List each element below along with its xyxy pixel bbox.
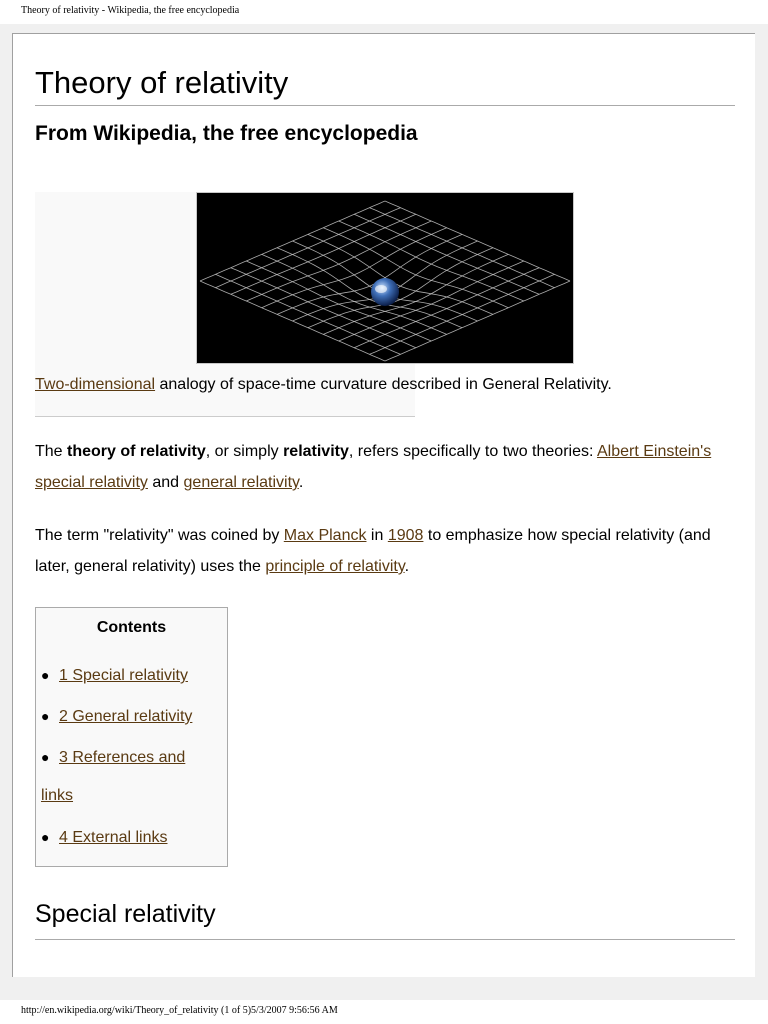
toc-link[interactable]: 1 Special relativity <box>59 667 188 684</box>
grid-line <box>262 228 447 308</box>
grid-line <box>339 261 524 341</box>
spacetime-grid-graphic <box>197 193 573 363</box>
link-albert-einstein[interactable]: Albert Einstein's <box>596 443 712 460</box>
spacetime-curvature-image[interactable] <box>196 192 574 364</box>
caption-text: analogy of space-time curvature described in General Relativity. <box>155 376 612 393</box>
intro-bold-relativity: relativity <box>283 443 349 460</box>
grid-line <box>323 228 508 308</box>
intro-text: . <box>298 474 304 491</box>
grid-line <box>246 261 431 341</box>
link-1908[interactable]: 1908 <box>387 527 424 544</box>
toc-title: Contents <box>96 619 167 636</box>
intro-text: and <box>147 474 184 491</box>
bullet-icon: ● <box>41 749 50 765</box>
site-subtitle: From Wikipedia, the free encyclopedia <box>35 122 418 145</box>
term-text: in <box>366 527 388 544</box>
print-header: Theory of relativity - Wikipedia, the free encyclopedia <box>0 0 768 24</box>
table-of-contents <box>35 607 228 867</box>
term-text: The term "relativity" was coined by <box>35 527 284 544</box>
bullet-icon: ● <box>41 829 50 845</box>
earth-icon <box>371 278 399 306</box>
toc-item-special-relativity <box>41 655 188 696</box>
article-page <box>12 33 755 977</box>
bullet-icon: ● <box>41 667 50 683</box>
toc-link[interactable]: 3 References and <box>59 749 186 766</box>
page-title: Theory of relativity <box>35 64 735 106</box>
link-two-dimensional[interactable]: Two-dimensional <box>35 376 156 393</box>
grid-line <box>246 221 431 301</box>
intro-bold-theory: theory of relativity <box>67 443 206 460</box>
toc-item-references-cont <box>41 776 73 816</box>
grid-line <box>339 221 524 301</box>
section-heading: Special relativity <box>35 898 735 940</box>
toc-link[interactable]: 4 External links <box>59 829 168 846</box>
earth-cloud-highlight <box>375 285 387 293</box>
term-text: . <box>404 558 410 575</box>
intro-text: , refers specifically to two theories: <box>348 443 597 460</box>
image-caption <box>35 373 735 397</box>
intro-text: , or simply <box>205 443 284 460</box>
link-special-relativity[interactable]: special relativity <box>35 474 148 491</box>
intro-text: The <box>35 443 68 460</box>
toc-item-general-relativity <box>41 696 192 737</box>
grid-line <box>323 254 508 334</box>
intro-paragraph <box>35 436 735 498</box>
toc-link[interactable]: links <box>41 787 74 804</box>
term-text: to emphasize how special relativity (and later, general relativity) uses the <box>35 527 711 575</box>
toc-link[interactable]: 2 General relativity <box>59 708 193 725</box>
toc-item-references <box>41 737 185 778</box>
toc-item-external-links <box>41 817 168 858</box>
image-thumbnail <box>35 192 612 417</box>
link-general-relativity[interactable]: general relativity <box>183 474 299 491</box>
link-max-planck[interactable]: Max Planck <box>283 527 367 544</box>
bullet-icon: ● <box>41 708 50 724</box>
term-paragraph <box>35 520 735 582</box>
print-footer: http://en.wikipedia.org/wiki/Theory_of_relativity (1 of 5)5/3/2007 9:56:56 AM <box>0 1000 768 1024</box>
link-principle-of-relativity[interactable]: principle of relativity <box>265 558 405 575</box>
grid-line <box>262 254 447 334</box>
